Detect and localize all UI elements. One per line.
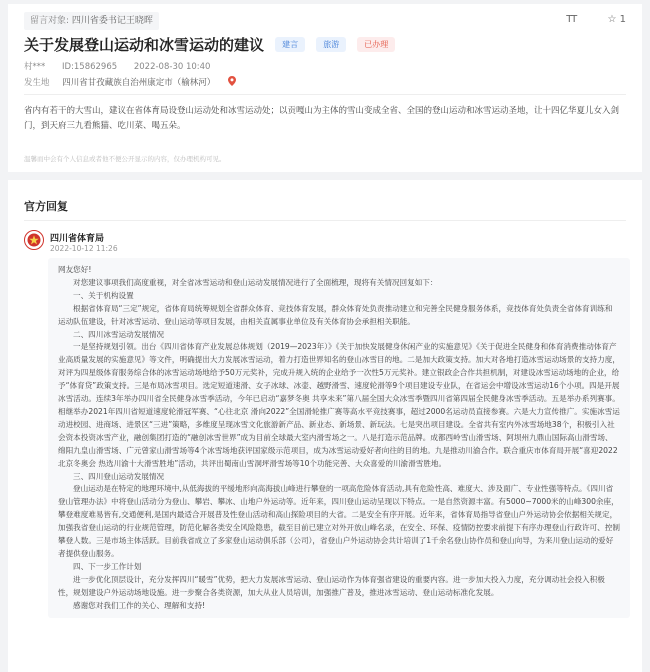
title-row <box>24 34 626 56</box>
toolbar <box>538 14 626 25</box>
divider <box>24 220 626 221</box>
reply-paragraph: 对您建议事项我们高度重视，对全省冰雪运动和登山运动发展情况进行了全面梳理，现将有关情况回复如下： <box>73 277 438 287</box>
post-id: ID:15862965 <box>61 62 118 72</box>
message-target-label: 留言对象: <box>30 16 70 26</box>
org-logo-icon <box>24 230 44 250</box>
reply-heading: 一、关于机构设置 <box>73 290 134 300</box>
message-card <box>8 4 642 172</box>
message-topbar <box>24 12 626 32</box>
reply-paragraph: 根据省体育局“三定”规定，省体育局统筹规划全省群众体育、竞技体育发展，群众体育处负责推动建立和完善全民健身服务体系，竞技体育处负责全省体育训练和运动队伍建设，针对冰雪运动、登山运动等项目发展，由相关直属事业单位及有关体育协会承担相关职能。 <box>58 303 613 326</box>
author-name: 村*** <box>24 62 46 72</box>
star-icon: ☆ <box>607 14 617 25</box>
location-label: 发生地 <box>24 78 50 88</box>
page-title: 关于发展登山运动和冰雪运动的建议 <box>24 36 265 54</box>
divider <box>24 94 626 95</box>
reply-paragraph: 进一步优化顶层设计，充分发挥四川“暖雪”优势，把大力发展冰雪运动、登山运动作为体育强省建设的重要内容。进一步加大投入力度，充分调动社会投入积极性，规划建设户外运动场地设施。进一步聚合各类资源，加大从业人员培训，加强推广普及，推进冰雪运动、登山运动标准化发展。 <box>58 574 605 597</box>
reply-heading: 四、下一步工作计划 <box>73 561 142 571</box>
reply-greeting: 网友您好! <box>58 265 92 274</box>
reply-heading: 三、四川登山运动发展情况 <box>73 471 165 481</box>
favorite-button[interactable] <box>607 14 626 25</box>
tag-tourism[interactable]: 旅游 <box>316 37 346 52</box>
reply-paragraph: 一是坚持规划引领。出台《四川省体育产业发展总体规划（2019—2023年）》《关于加快发展健身休闲产业的实施意见》《关于促进全民健身和体育消费推动体育产业高质量发展的实施意见》等文件，明确提出大力发展冰雪运动，着力打造世界知名的登山冰雪目的地。二是加大政策支持。加大对各地打造冰雪运动场景的支持力度，对评为四星级体育服务综合体的冰雪运动场地给予50万元奖补，完成升规入统的企业给予一次性5万元奖补。建立银政企合作共担机制，对建设冰雪运动场地的企业，给予“体育贷”政策支持。三是布局冰雪项目。选定短道速滑、女子冰球、冰壶、越野滑雪、速度轮滑等9个项目建设专业队，在省运会中增设冰雪运动16个小项。四是开展冰雪活动。连续3年举办四川省全民健身冰雪季活动，今年已启动“嘉梦冬奥 共享未来”第八届全国大众冰雪季暨四川省第四届全民健身冰雪季活动。五是举办系列赛事。相继举办2021年四川省短道速度轮滑冠军赛、“心往北京 滑向2022”全国滑轮推广赛等高水平竞技赛事，超过2000名运动员直接参赛。六是大力宣传推广。实施冰雪运动进校园、进商场、进景区“三进”策略，多维度呈现冰雪文化旅游新产品、新业态、新场景、新玩法。七是突出项目建设。全省共有室内外冰雪场地38个，积极引入社会资本投资冰雪产业，融创集团打造的“融创冰雪世界”成为目前全球最大室内滑雪场之一。八是打造示范品牌。成都西岭雪山滑雪场、阿坝州九鼎山国际高山滑雪场、绵阳九皇山滑雪场、广元曾家山滑雪场等4个冰雪场地获评国家级示范项目，成为冰雪运动爱好者向往的目的地。九是推动川渝合作。联合重庆市体育局开展“喜迎2022北京冬奥会 热选川渝十大滑雪胜地”活动，共评出蜀南山雪洞坪滑雪场等10个功能完善、大众喜爱的川渝滑雪胜地。 <box>58 342 620 468</box>
reply-paragraph: 登山运动是在特定的地理环境中,从低海拔的平缓地形向高海拔山峰进行攀登的一项高危险体育活动,具有危险性高、难度大、涉及面广、专业性强等特点。《四川省登山管理办法》中将登山活动分为登山、攀岩、攀冰、山地户外运动等。近年来，四川登山运动呈现以下特点。一是自然资源丰富。有5000~7000米的山峰300余座，攀登难度难易皆有,交通便利,是国内最适合开展普及性登山活动和高山探险项目的大省。二是安全有序开展。近年来，省体育局指导省登山户外运动协会依据相关规定，加强我省登山运动的行业规范管理，防范化解各类安全风险隐患，截至目前已建立对外开放山峰名录，在安全、环保、疫情防控要求前提下有序办理登山行政许可、控制攀登人数。三是市场主体活跃。目前我省成立了多家登山运动俱乐部（公司），省登山户外运动协会共计培训了1千余名登山协作员和登山向导，为来川登山运动的爱好者提供登山服务。 <box>58 484 620 558</box>
favorite-count: 1 <box>619 14 626 25</box>
message-target-value: 四川省委书记王晓晖 <box>71 16 153 26</box>
location-value: 四川省甘孜藏族自治州康定市（榆林河） <box>62 78 216 88</box>
reply-card <box>8 180 642 672</box>
reply-heading: 二、四川冰雪运动发展情况 <box>73 329 165 339</box>
reply-time: 2022-10-12 11:26 <box>50 244 118 253</box>
status-badge: 已办理 <box>357 37 395 52</box>
reply-section-title: 官方回复 <box>24 200 68 213</box>
post-datetime: 2022-08-30 10:40 <box>133 62 211 72</box>
tag-suggestion[interactable]: 建言 <box>275 37 305 52</box>
message-content: 省内有若干的大雪山，建议在省体育局设登山运动处和冰雪运动处；以贡嘎山为主体的雪山变成全省、全国的登山运动和冰雪运动圣地，让十四亿华夏儿女入剑门，到天府三九看熊猫、吃川菜、喝五朵。 <box>24 106 620 131</box>
reply-body <box>48 258 630 618</box>
font-size-icon: TT <box>566 14 577 25</box>
location-row <box>24 76 236 89</box>
org-name: 四川省体育局 <box>50 234 105 244</box>
location-pin-icon[interactable] <box>228 76 236 89</box>
message-target <box>24 12 159 30</box>
reply-closing: 感谢您对我们工作的关心、理解和支持! <box>73 600 206 610</box>
font-size-button[interactable] <box>566 14 576 25</box>
privacy-note: 温馨而中会有个人信息或者他不便公开显示的内容，仅办理机构可见。 <box>24 155 226 163</box>
post-meta <box>24 60 224 72</box>
